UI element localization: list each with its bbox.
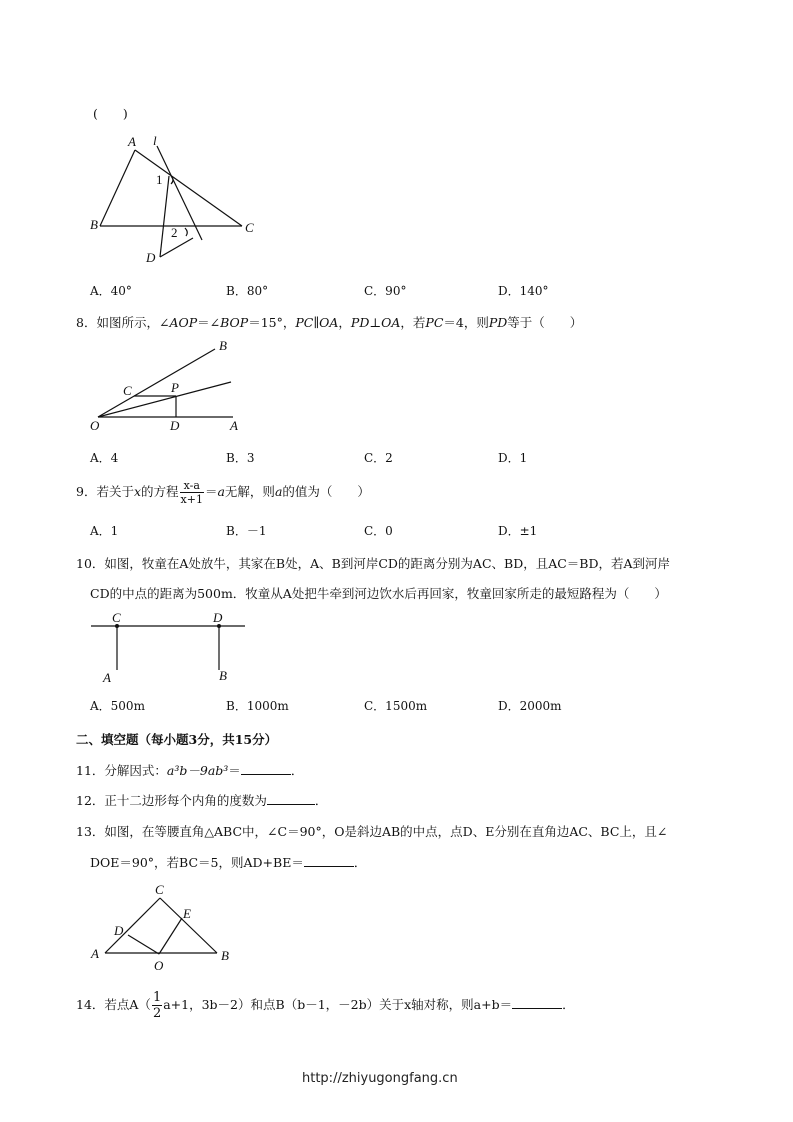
q8-figure xyxy=(85,335,255,435)
q8-text-part: ＝15°， xyxy=(248,315,296,330)
q8-text-part: ⊥ xyxy=(369,315,382,330)
q12-text xyxy=(76,791,327,809)
q7-paren: ( ) xyxy=(93,106,128,121)
q8-seg-pd: PD xyxy=(488,315,508,330)
q12-text-part: 12．正十二边形每个内角的度数为 xyxy=(76,793,267,808)
q7-line-d-top xyxy=(160,176,169,257)
q7-option-a[interactable]: A．40° xyxy=(90,284,132,298)
q7-label-c: C xyxy=(245,220,254,235)
q8-text-part: ＝∠ xyxy=(197,315,221,330)
q10-line1: 10．如图，牧童在A处放牛，其家在B处，A、B到河岸CD的距离分别为AC、BD，且AC＝BD，若A到河岸 xyxy=(76,556,671,571)
q10-option-c[interactable]: C．1500m xyxy=(364,699,428,713)
q9-text-part: 无解，则 xyxy=(224,484,275,499)
q7-label-2: 2 xyxy=(171,225,178,240)
q7-label-1: 1 xyxy=(156,172,163,187)
q8-seg-oa: OA xyxy=(381,315,401,330)
q13-seg-eo xyxy=(159,918,182,954)
q13-label-d: D xyxy=(114,923,124,938)
q10-label-b: B xyxy=(219,668,227,683)
q7-label-b: B xyxy=(90,217,98,232)
q8-text-part: ＝4，则 xyxy=(443,315,489,330)
q8-label-a: A xyxy=(230,418,238,433)
q11-text-part: 11．分解因式： xyxy=(76,763,167,778)
q8-text-part: 等于（ ） xyxy=(507,315,583,330)
q13-label-b: B xyxy=(221,948,229,963)
q14-text-part: a+1，3b－2）和点B（b－1，－2b）关于x轴对称，则a+b＝ xyxy=(163,997,513,1012)
q10-label-d: D xyxy=(213,610,223,625)
q10-line2: CD的中点的距离为500m．牧童从A处把牛牵到河边饮水后再回家，牧童回家所走的最短路程为（ ） xyxy=(90,586,667,601)
q7-angle-1-arc xyxy=(171,176,173,184)
q9-fraction-den: x+1 xyxy=(180,493,203,506)
q9-option-c[interactable]: C．0 xyxy=(364,524,393,538)
q9-fraction-num: x-a xyxy=(180,479,204,493)
q7-label-d: D xyxy=(146,250,156,262)
q9-var-x: x xyxy=(133,484,142,499)
q10-label-a: A xyxy=(103,670,111,685)
q11-text-part: ＝ xyxy=(228,763,241,778)
q7-option-d[interactable]: D．140° xyxy=(498,284,549,298)
q7-line-d-right xyxy=(160,238,193,257)
q13-answer-blank[interactable] xyxy=(304,854,354,867)
q8-label-c: C xyxy=(123,383,132,398)
q7-label-a: A xyxy=(128,134,136,149)
q8-text-part: ∥ xyxy=(313,315,320,330)
q9-option-b[interactable]: B．－1 xyxy=(226,524,267,538)
q8-seg-pc: PC xyxy=(295,315,314,330)
q10-option-b[interactable]: B．1000m xyxy=(226,699,289,713)
q13-line2 xyxy=(90,853,366,871)
q8-seg-pd: PD xyxy=(350,315,370,330)
q8-option-c[interactable]: C．2 xyxy=(364,451,393,465)
q13-line1: 13．如图，在等腰直角△ABC中，∠C＝90°，O是斜边AB的中点，点D、E分别在直角边AC、BC上，且∠ xyxy=(76,824,668,839)
q7-option-c[interactable]: C．90° xyxy=(364,284,407,298)
q13-label-c: C xyxy=(155,882,164,897)
q9-text-part: ＝ xyxy=(204,484,218,499)
q14-text-part: 14．若点A（ xyxy=(76,997,151,1012)
q7-line-ab xyxy=(100,150,135,226)
q8-seg-oa: OA xyxy=(319,315,339,330)
q8-seg-pc: PC xyxy=(425,315,444,330)
q13-text-part: DOE＝90°，若BC＝5，则AD+BE＝ xyxy=(90,855,304,870)
q10-option-d[interactable]: D．2000m xyxy=(498,699,562,713)
q7-option-b[interactable]: B．80° xyxy=(226,284,269,298)
q9-text-part: 的值为（ ） xyxy=(282,484,370,499)
q14-text xyxy=(76,990,575,1021)
q13-figure xyxy=(85,880,245,970)
q8-text-part: ， xyxy=(338,315,351,330)
q7-line-ac xyxy=(135,150,242,226)
q9-text-part: 的方程 xyxy=(141,484,179,499)
q14-answer-blank[interactable] xyxy=(512,996,562,1009)
q14-text-end: ． xyxy=(562,997,575,1012)
q11-text-end: ． xyxy=(290,763,304,778)
q8-text-part: ，若 xyxy=(400,315,426,330)
q7-label-l: l xyxy=(153,133,157,148)
q8-label-d: D xyxy=(170,418,180,433)
q8-label-o: O xyxy=(90,418,100,433)
q8-option-b[interactable]: B．3 xyxy=(226,451,255,465)
q14-fraction xyxy=(152,990,162,1021)
q13-seg-do xyxy=(128,935,159,954)
q10-label-c: C xyxy=(112,610,121,625)
q13-label-a: A xyxy=(91,946,99,961)
q14-fraction-den: 2 xyxy=(152,1006,162,1021)
q11-expression: a³b－9ab³ xyxy=(166,763,229,778)
q8-label-p: P xyxy=(171,380,179,395)
q8-text xyxy=(76,313,582,331)
q8-ray-op xyxy=(98,382,231,417)
q12-answer-blank[interactable] xyxy=(267,792,315,805)
q9-fraction xyxy=(180,479,204,506)
q7-angle-2-arc xyxy=(185,228,187,236)
q8-text-part: 8．如图所示，∠ xyxy=(76,315,170,330)
q8-ray-ob xyxy=(98,349,215,417)
q9-text-part: 9．若关于 xyxy=(76,484,134,499)
q8-angle-aop: AOP xyxy=(169,315,198,330)
q9-option-d[interactable]: D．±1 xyxy=(498,524,538,538)
q9-text xyxy=(76,478,370,506)
q9-var-a: a xyxy=(274,484,283,499)
q13-text-end: ． xyxy=(353,855,367,870)
footer-url[interactable]: http://zhiyugongfang.cn xyxy=(302,1071,458,1086)
q10-option-a[interactable]: A．500m xyxy=(90,699,145,713)
q8-option-a[interactable]: A．4 xyxy=(90,451,119,465)
q12-text-end: ． xyxy=(314,793,328,808)
q9-var-a: a xyxy=(217,484,225,499)
section2-title: 二、填空题（每小题3分，共15分） xyxy=(76,732,278,747)
q9-option-a[interactable]: A．1 xyxy=(90,524,119,538)
q8-option-d[interactable]: D．1 xyxy=(498,451,528,465)
q8-label-b: B xyxy=(219,338,227,353)
q13-label-e: E xyxy=(183,906,191,921)
q14-fraction-num: 1 xyxy=(152,990,162,1005)
q8-angle-bop: BOP xyxy=(220,315,249,330)
q7-figure xyxy=(85,132,255,262)
q11-answer-blank[interactable] xyxy=(241,762,291,775)
q11-text xyxy=(76,761,303,779)
q13-label-o: O xyxy=(154,958,164,970)
q10-figure xyxy=(85,608,255,688)
